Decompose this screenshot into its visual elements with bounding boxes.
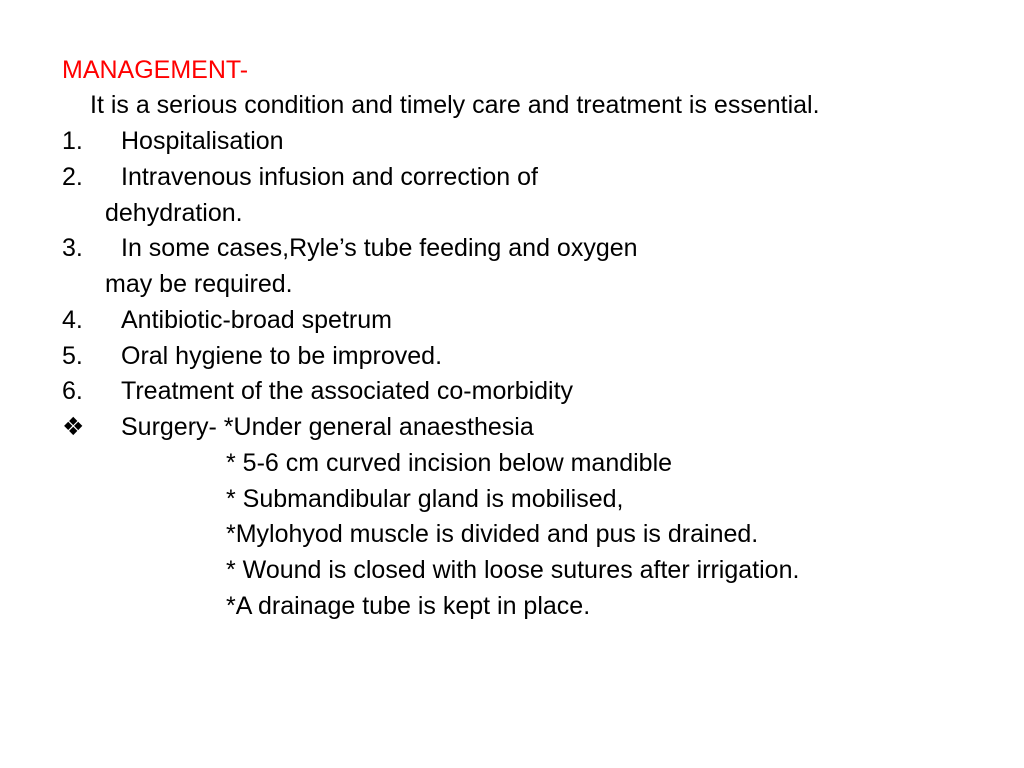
surgery-step-drain-pus: *Mylohyod muscle is divided and pus is drained. [226, 520, 759, 548]
list-item-hospitalisation: Hospitalisation [121, 127, 284, 155]
list-marker-3: 3. [62, 234, 83, 262]
list-item-iv-infusion: Intravenous infusion and correction of [121, 163, 538, 191]
list-marker-4: 4. [62, 306, 83, 334]
list-marker-5: 5. [62, 342, 83, 370]
list-item-ryles-tube: In some cases,Ryle’s tube feeding and oxygen [121, 234, 638, 262]
surgery-heading: Surgery- *Under general anaesthesia [121, 413, 534, 441]
list-marker-2: 2. [62, 163, 83, 191]
list-marker-6: 6. [62, 377, 83, 405]
list-item-iv-infusion-continuation: dehydration. [105, 199, 243, 227]
slide-title: MANAGEMENT- [62, 56, 249, 84]
surgery-step-mobilise: * Submandibular gland is mobilised, [226, 485, 624, 513]
surgery-step-incision: * 5-6 cm curved incision below mandible [226, 449, 673, 477]
intro-text: It is a serious condition and timely care and treatment is essential. [90, 91, 820, 119]
list-item-comorbidity: Treatment of the associated co-morbidity [121, 377, 574, 405]
list-marker-1: 1. [62, 127, 83, 155]
list-item-oral-hygiene: Oral hygiene to be improved. [121, 342, 443, 370]
surgery-step-wound-closure: * Wound is closed with loose sutures after irrigation. [226, 556, 800, 584]
surgery-step-drainage-tube: *A drainage tube is kept in place. [226, 592, 591, 620]
list-item-ryles-tube-continuation: may be required. [105, 270, 293, 298]
list-item-antibiotic: Antibiotic-broad spetrum [121, 306, 392, 334]
diamond-bullet-icon: ❖ [62, 413, 85, 441]
